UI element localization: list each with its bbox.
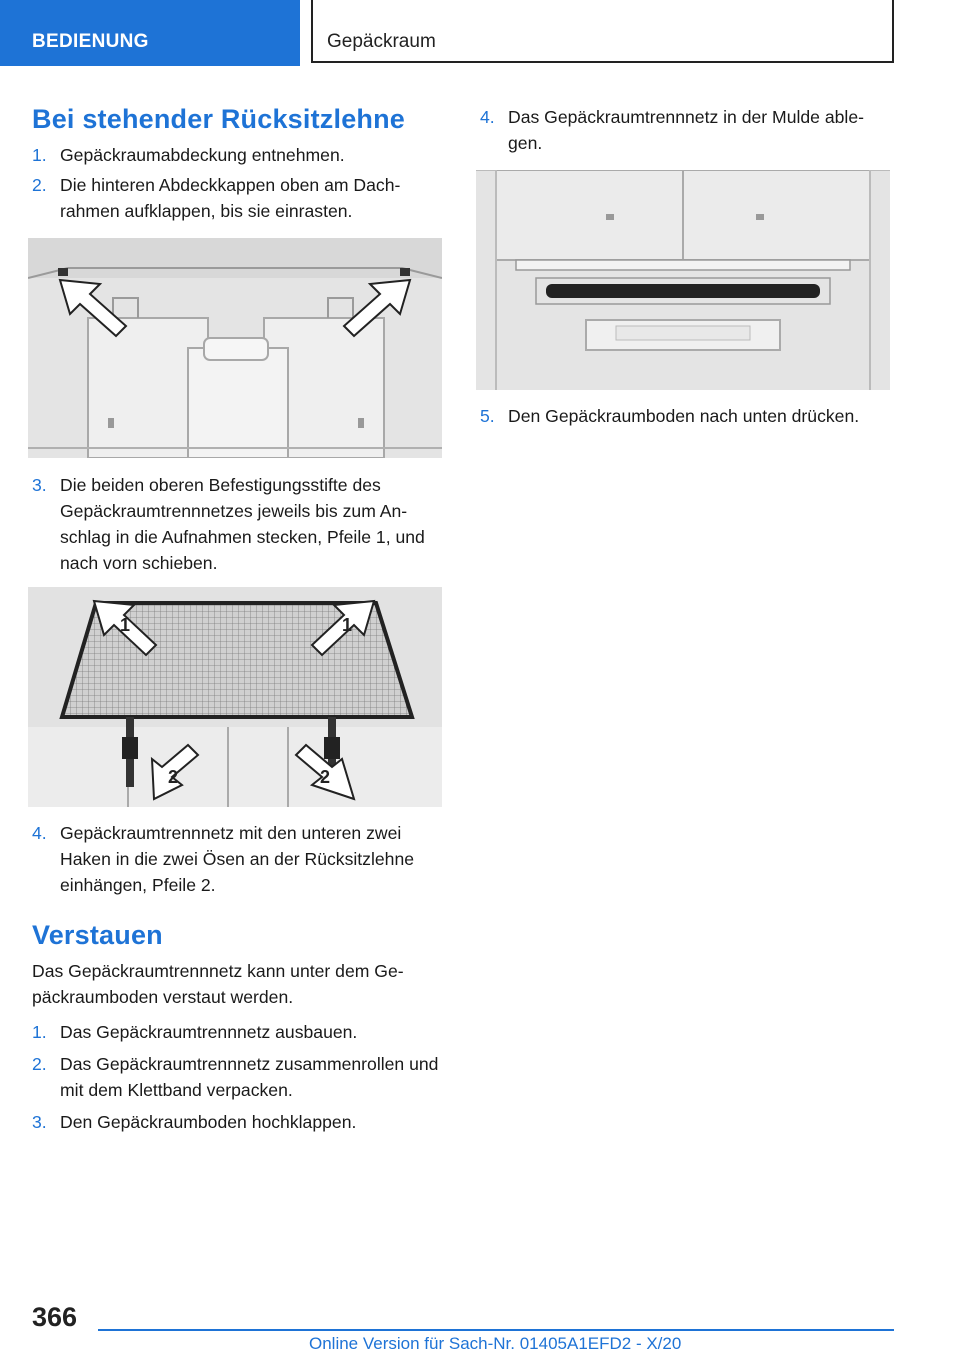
list-item xyxy=(32,142,444,168)
step-number: 5. xyxy=(480,406,495,426)
chapter-box xyxy=(311,0,894,63)
arrow-label: 2 xyxy=(168,767,179,787)
step-text: Den Gepäckraumboden hochklappen. xyxy=(60,1112,357,1132)
figure-net-stowed xyxy=(476,170,890,390)
list-item xyxy=(32,1109,444,1135)
figure-roof-caps xyxy=(28,238,442,458)
figure-net-install xyxy=(28,587,442,807)
list-item xyxy=(32,1019,444,1045)
page-number: 366 xyxy=(32,1302,78,1332)
list-item xyxy=(32,472,444,576)
step-text: Das Gepäckraumtrennnetz in der Mulde able‐gen. xyxy=(508,107,864,153)
footer-version: Online Version für Sach-Nr. 01405A1EFD2 - X/20 xyxy=(309,1334,682,1353)
list-item xyxy=(32,820,444,898)
step-number: 1. xyxy=(32,145,47,165)
section-heading-rear-seat: Bei stehender Rücksitzlehne xyxy=(32,104,406,134)
step-text: Das Gepäckraumtrennnetz zusammenrollen und mit dem Klettband verpacken. xyxy=(60,1054,439,1100)
arrow-label: 1 xyxy=(342,615,353,635)
step-text: Die hinteren Abdeckkappen oben am Dach‐rahmen aufklappen, bis sie einrasten. xyxy=(60,175,401,221)
step-text: Das Gepäckraumtrennnetz ausbauen. xyxy=(60,1022,358,1042)
step-number: 3. xyxy=(32,475,47,495)
step-text: Gepäckraumtrennnetz mit den unteren zwei Haken in die zwei Ösen an der Rücksitzlehne einhängen, Pfeile 2. xyxy=(60,823,415,895)
intro-paragraph: Das Gepäckraumtrennnetz kann unter dem Ge‐päckraumboden verstaut werden. xyxy=(32,961,404,1007)
cargo-area-illustration xyxy=(28,238,442,458)
chapter-label: Gepäckraum xyxy=(327,31,436,52)
step-text: Gepäckraumabdeckung entnehmen. xyxy=(60,145,345,165)
list-item xyxy=(480,403,892,429)
section-tab xyxy=(0,0,300,66)
footer-divider xyxy=(98,1329,894,1331)
list-item xyxy=(32,1051,444,1103)
step-number: 4. xyxy=(480,107,495,127)
section-label: BEDIENUNG xyxy=(32,31,149,52)
step-number: 1. xyxy=(32,1022,47,1042)
step-text: Den Gepäckraumboden nach unten drücken. xyxy=(508,406,860,426)
net-illustration xyxy=(28,587,442,807)
stowed-net-illustration xyxy=(476,170,890,390)
arrow-label: 2 xyxy=(320,767,331,787)
arrow-label: 1 xyxy=(120,615,131,635)
step-number: 2. xyxy=(32,175,47,195)
list-item xyxy=(32,172,444,224)
step-number: 4. xyxy=(32,823,47,843)
step-text: Die beiden oberen Befestigungsstifte des Gepäckraumtrennnetzes jeweils bis zum An‐schlag in die Aufnahmen stecken, Pfeile 1, und nach vorn schieben. xyxy=(60,475,425,573)
section-heading-stowing: Verstauen xyxy=(32,920,163,950)
list-item xyxy=(480,104,892,156)
step-number: 2. xyxy=(32,1054,47,1074)
step-number: 3. xyxy=(32,1112,47,1132)
